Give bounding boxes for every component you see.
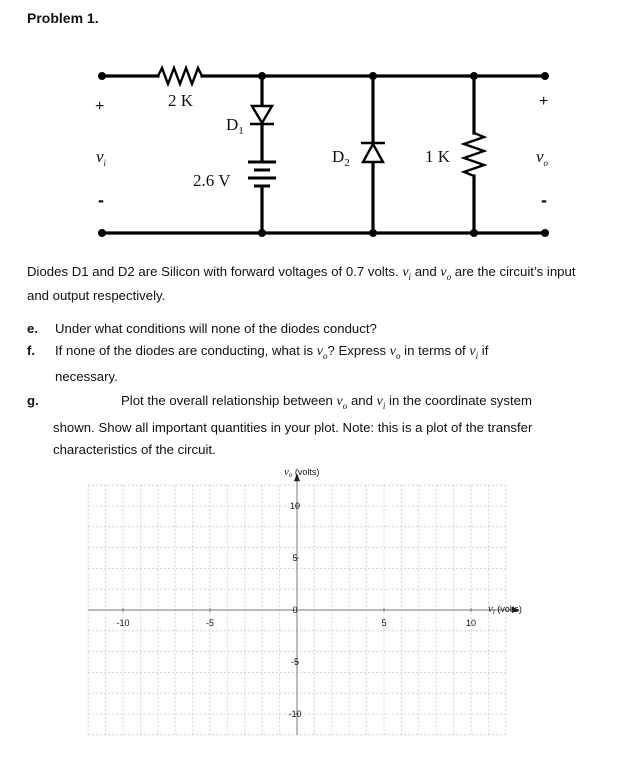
y-tick-label: 5: [292, 553, 298, 563]
y-axis-label: $v_o$ (volts): [284, 466, 320, 479]
question-f-marker: f.: [27, 343, 36, 358]
question-g-line-3: characteristics of the circuit.: [53, 442, 216, 457]
battery-symbol: [248, 162, 276, 186]
question-e-marker: e.: [27, 321, 38, 336]
intro-line-2: and output respectively.: [27, 288, 166, 303]
input-vi-label: $v_i$: [96, 147, 107, 168]
y-tick-label: 10: [289, 501, 301, 511]
y-tick-label: 0: [292, 605, 298, 615]
d1-diode-symbol: [250, 106, 274, 124]
d2-label: $D_2$: [332, 147, 350, 169]
input-plus-sign: +: [95, 98, 105, 115]
question-f-continued: necessary.: [55, 369, 118, 384]
x-axis-label: $v_i$ (volts): [488, 603, 522, 616]
intro-line-1: Diodes D1 and D2 are Silicon with forward voltages of 0.7 volts. $v_i$ and $v_o$ are the circuit’s input: [27, 264, 576, 282]
question-g-marker: g.: [27, 393, 39, 408]
y-tick-label: -10: [288, 709, 302, 719]
question-e: e. Under what conditions will none of the diodes conduct?: [27, 319, 377, 339]
output-minus-sign: -: [541, 190, 547, 210]
input-minus-sign: -: [98, 190, 104, 210]
battery-label: 2.6 V: [193, 171, 231, 190]
output-vo-label: $v_o$: [536, 147, 549, 168]
d2-diode-symbol: [361, 143, 385, 162]
transfer-characteristic-graph[interactable]: [0, 460, 640, 774]
question-g-line-2: shown. Show all important quantities in your plot. Note: this is a plot of the transfer: [53, 420, 533, 435]
problem-title: Problem 1.: [27, 10, 99, 26]
question-f: f. If none of the diodes are conducting, what is $v_o$? Express $v_o$ in terms of $v_i$ if: [27, 343, 489, 361]
d1-label: $D_1$: [226, 115, 244, 137]
x-tick-label: 10: [465, 618, 477, 628]
x-tick-label: 5: [381, 618, 387, 628]
resistor-label: 2 K: [168, 91, 194, 110]
output-plus-sign: +: [539, 93, 549, 110]
y-tick-label: -5: [290, 657, 300, 667]
circuit-diagram: [0, 0, 640, 250]
x-tick-label: -10: [116, 618, 130, 628]
load-resistor-label: 1 K: [425, 147, 451, 166]
x-tick-label: -5: [205, 618, 215, 628]
question-g: g. Plot the overall relationship between $v_o$ and $v_i$ in the coordinate system: [27, 393, 532, 411]
